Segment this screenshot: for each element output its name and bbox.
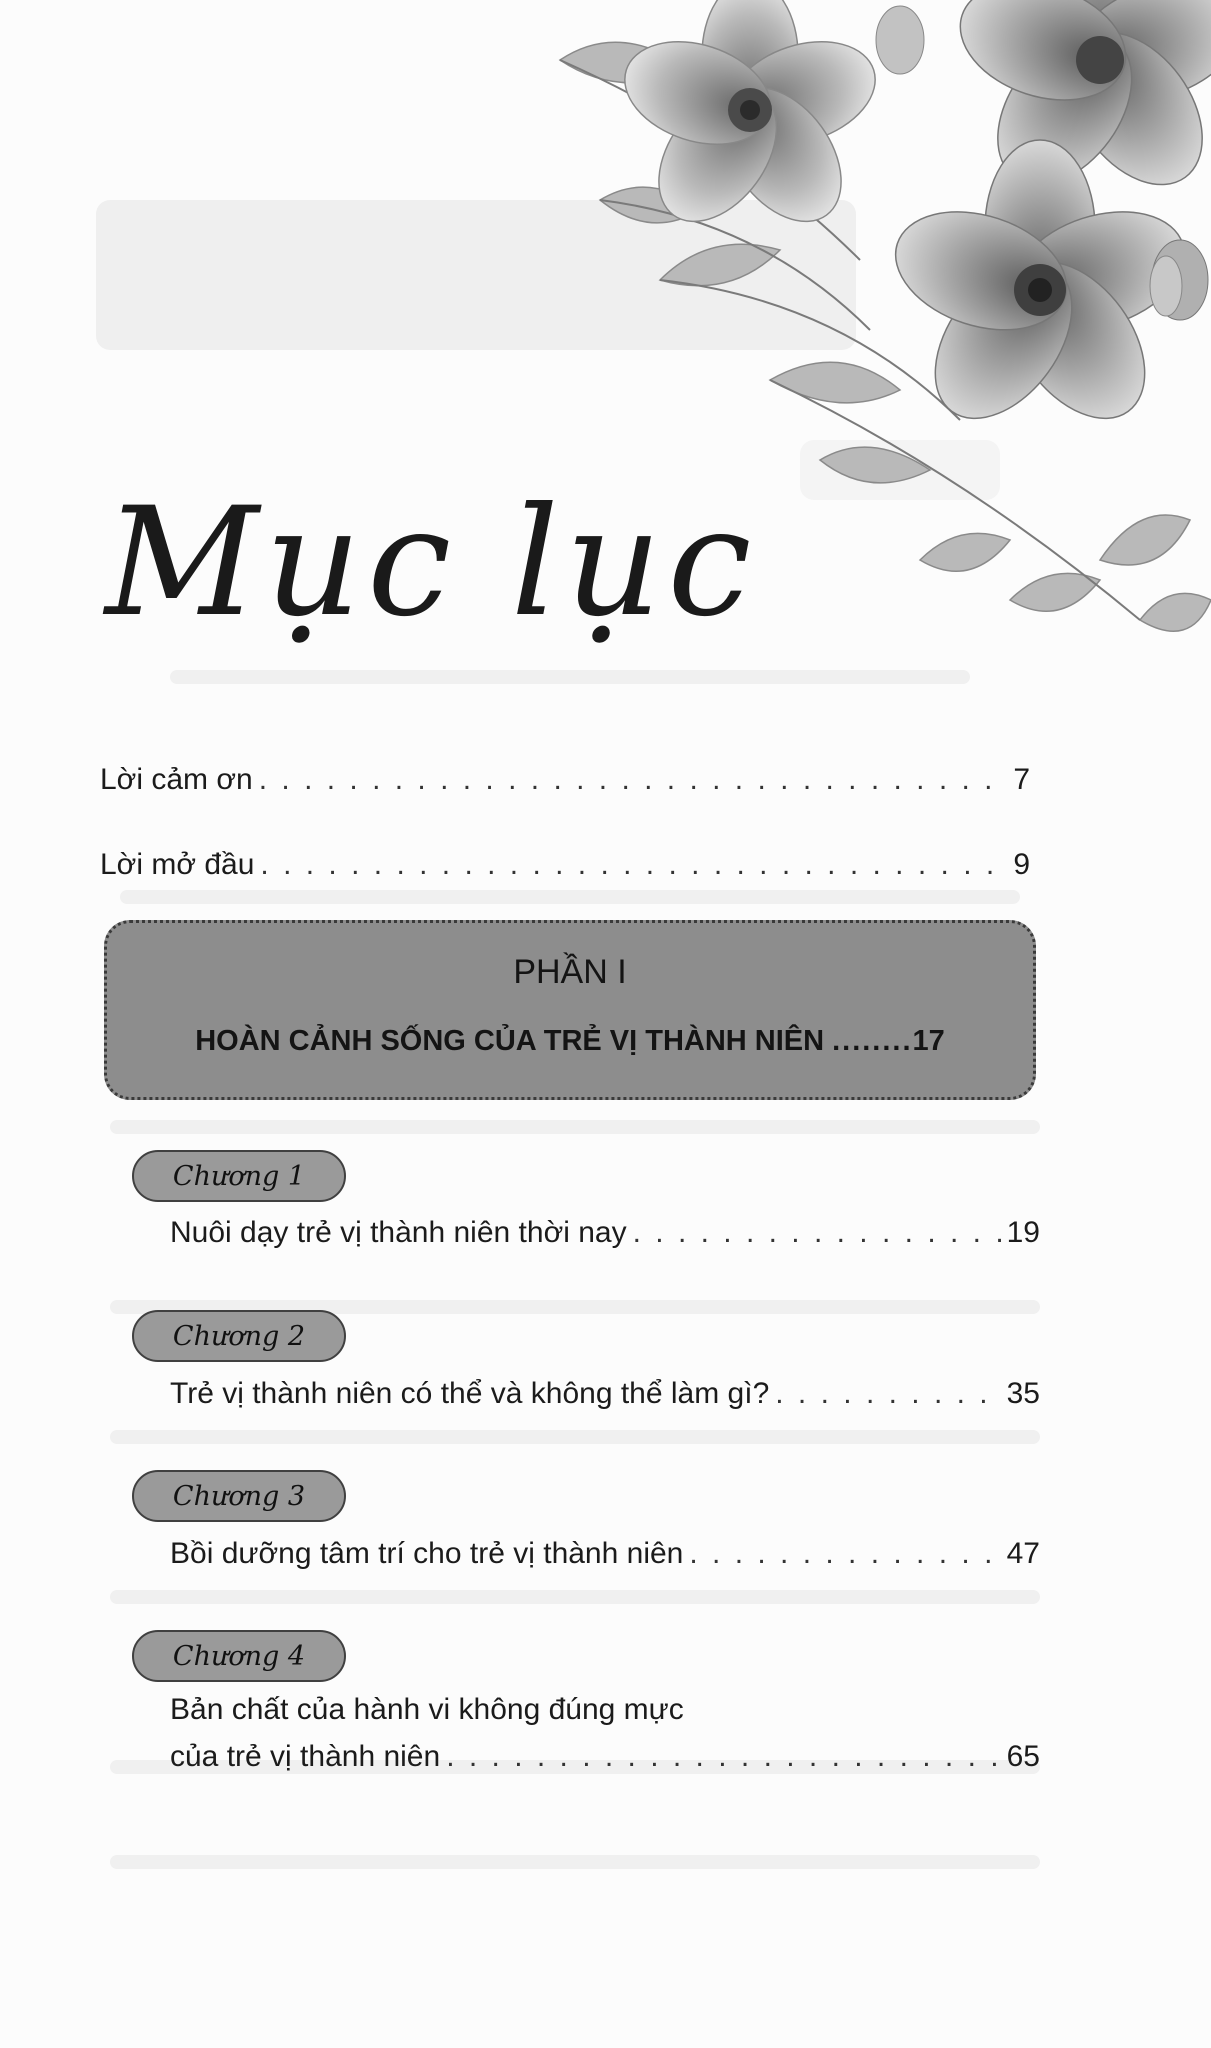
part-page: 17 xyxy=(912,1025,945,1057)
page-title: Mục lục xyxy=(105,476,758,650)
toc-row-page: 19 xyxy=(1006,1216,1040,1249)
bleed-through-line xyxy=(120,890,1020,904)
dot-leader xyxy=(260,848,1007,882)
toc-row-label: Nuôi dạy trẻ vị thành niên thời nay xyxy=(170,1216,627,1249)
bleed-through-line xyxy=(110,1590,1040,1604)
chapter-badge-1: Chương 1 xyxy=(132,1150,346,1202)
toc-row-introduction[interactable] xyxy=(100,848,1030,882)
dot-leader xyxy=(633,1216,1001,1250)
bleed-through-line xyxy=(110,1430,1040,1444)
toc-row-page: 7 xyxy=(1013,763,1030,796)
chapter-badge-3: Chương 3 xyxy=(132,1470,346,1522)
chapter-badge-4: Chương 4 xyxy=(132,1630,346,1682)
toc-row-chapter-4[interactable] xyxy=(170,1740,1040,1774)
toc-row-chapter-2[interactable] xyxy=(170,1377,1040,1411)
toc-row-chapter-1[interactable] xyxy=(170,1216,1040,1250)
dot-leader xyxy=(259,763,1008,797)
dot-leader xyxy=(689,1537,1000,1571)
part-section-box[interactable] xyxy=(104,920,1036,1100)
toc-row-chapter-3[interactable] xyxy=(170,1537,1040,1571)
toc-row-label: của trẻ vị thành niên xyxy=(170,1740,441,1773)
dot-leader xyxy=(775,1377,1000,1411)
toc-row-label: Trẻ vị thành niên có thể và không thể làm gì? xyxy=(170,1377,770,1410)
dot-leader: ........ xyxy=(832,1025,913,1057)
toc-row-page: 47 xyxy=(1006,1537,1040,1570)
part-title-row xyxy=(153,1025,987,1058)
chapter-badge-2: Chương 2 xyxy=(132,1310,346,1362)
toc-row-page: 35 xyxy=(1006,1377,1040,1410)
part-label: PHẦN I xyxy=(513,953,627,991)
toc-row-page: 65 xyxy=(1006,1740,1040,1773)
bleed-through-line xyxy=(110,1855,1040,1869)
toc-row-acknowledgements[interactable] xyxy=(100,763,1030,797)
toc-row-page: 9 xyxy=(1013,848,1030,881)
dot-leader xyxy=(446,1740,1000,1774)
bleed-through-line xyxy=(110,1120,1040,1134)
toc-row-label: Lời cảm ơn xyxy=(100,763,253,796)
toc-row-chapter-4-line1[interactable] xyxy=(170,1693,1040,1727)
toc-row-label: Lời mở đầu xyxy=(100,848,255,881)
bleed-through-line xyxy=(170,670,970,684)
toc-row-label: Bản chất của hành vi không đúng mực xyxy=(170,1693,684,1726)
part-title: HOÀN CẢNH SỐNG CỦA TRẺ VỊ THÀNH NIÊN xyxy=(195,1025,825,1057)
toc-row-label: Bồi dưỡng tâm trí cho trẻ vị thành niên xyxy=(170,1537,684,1570)
